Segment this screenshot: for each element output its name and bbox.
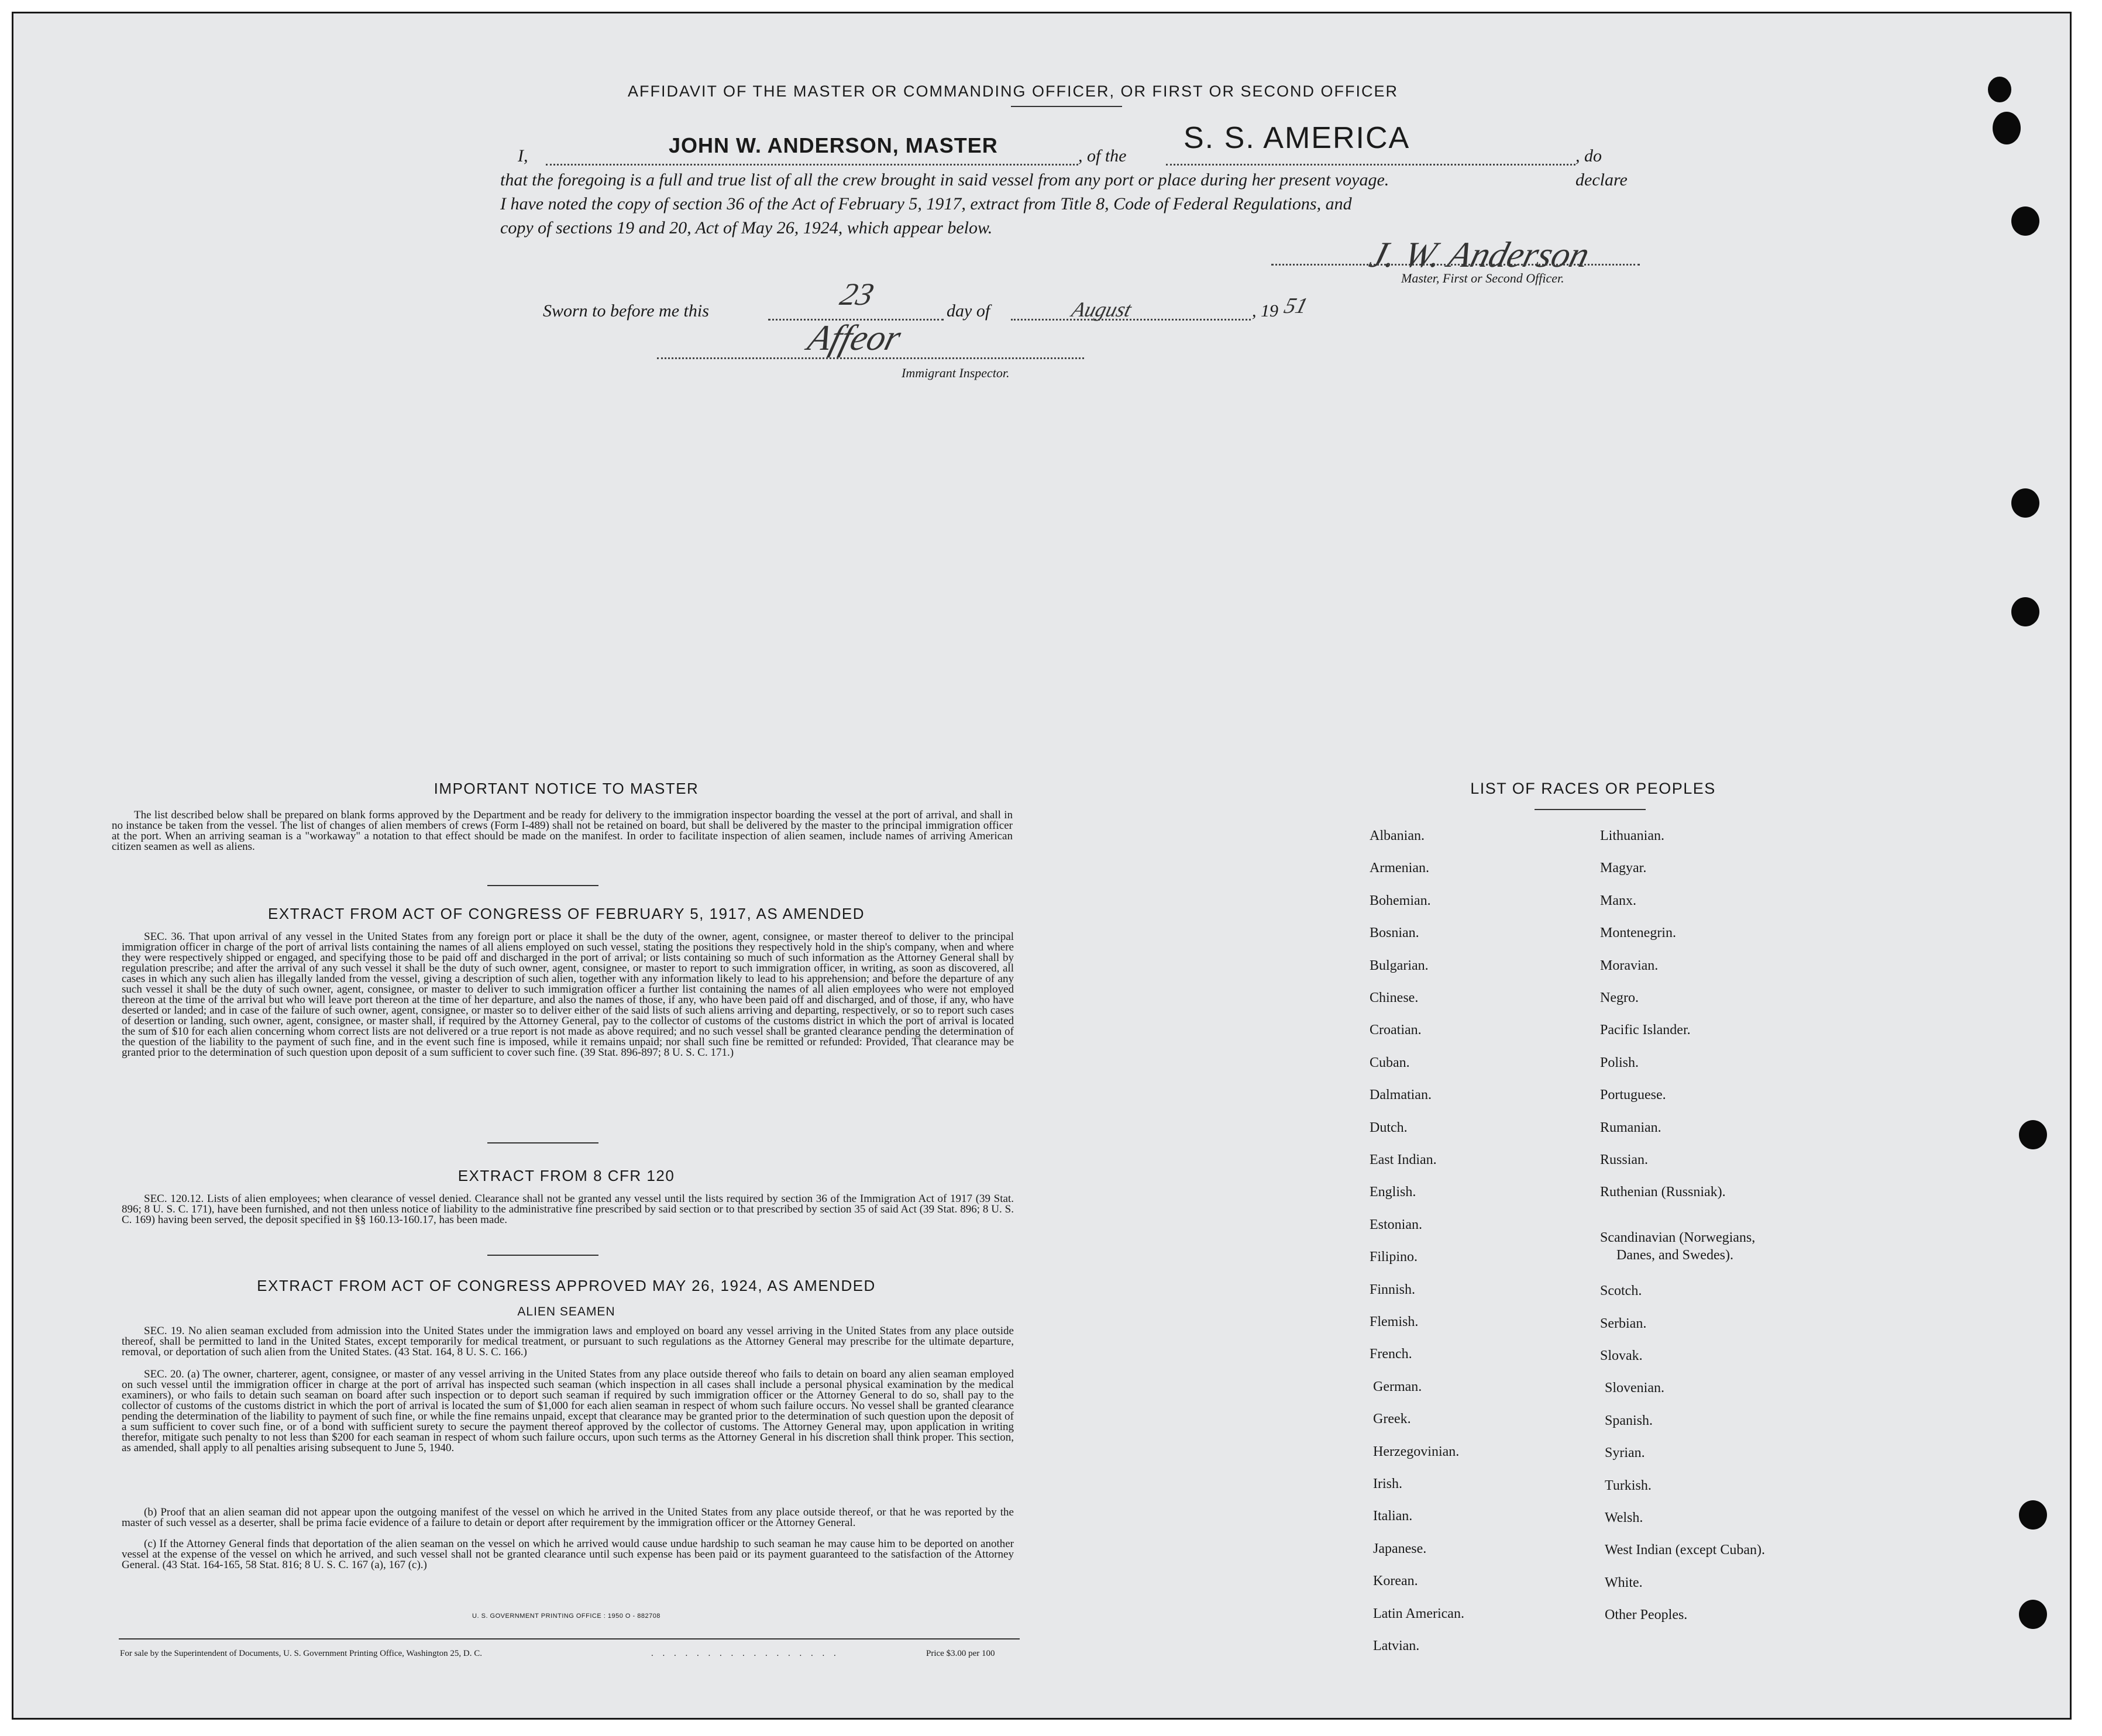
race-item: Serbian. xyxy=(1600,1315,1647,1331)
affidavit-title: AFFIDAVIT OF THE MASTER OR COMMANDING OFFICER, OR FIRST OR SECOND OFFICER xyxy=(628,82,1399,100)
binder-hole xyxy=(2019,1120,2047,1149)
race-item: Polish. xyxy=(1600,1055,1639,1070)
race-item: German. xyxy=(1373,1379,1422,1394)
races-left-column xyxy=(1370,828,1598,1670)
extract-1917-title: EXTRACT FROM ACT OF CONGRESS OF FEBRUARY 5, 1917, AS AMENDED xyxy=(268,905,865,922)
race-item: Russian. xyxy=(1600,1152,1649,1167)
ship-name: S. S. AMERICA xyxy=(1184,121,1410,155)
month-dotline xyxy=(1011,319,1251,321)
race-item: Dutch. xyxy=(1370,1120,1408,1135)
race-item: Dalmatian. xyxy=(1370,1087,1432,1103)
race-item: Bosnian. xyxy=(1370,925,1419,941)
declaration-line-4: copy of sections 19 and 20, Act of May 26, 1924, which appear below. xyxy=(500,218,993,237)
race-item: Montenegrin. xyxy=(1600,925,1676,941)
race-item: Portuguese. xyxy=(1600,1087,1666,1103)
inspector-caption: Immigrant Inspector. xyxy=(902,366,1010,380)
extract-1917-text: SEC. 36. That upon arrival of any vessel in the United States from any foreign port or place it shall be the duty of the owner, agent, consignee, or master thereof to deliver to the principal immigration officer in charge of the port of arrival lists containing the names of all aliens employed on such vessel, stating the positions they respectively hold in the ship's company, when and where they were respectively shipped or engaged, and specifying those to be paid off and discharged in the port of arrival; or lists containing so much of such information as the Attorney General shall by regulation prescribe; and after the arrival of any such vessel it shall be the duty of such owner, agent, consignee, or master to report to such immigration officer, in writing, as soon as discovered, all cases in which any such alien has illegally landed from the vessel, giving a description of such alien, together with any information likely to lead to his apprehension; and before the departure of any such vessel it shall be the duty of such owner, agent, consignee, or master to deliver to such immigration officer a further list containing the names of all alien employees who were not employed thereon at the time of the arrival but who will leave port thereon at the time of her departure, and also the names of those, if any, who have been paid off and discharged, and of those, if any, who have deserted or landed; and in case of the failure of such owner, agent, consignee, or master so to deliver either of the said lists of such aliens arriving and departing, respectively, or so to report such cases of desertion or landing, such owner, agent, consignee, or master shall, if required by the Attorney General, pay to the collector of customs of the customs district in which the port of arrival is located the sum of $10 for each alien concerning whom correct lists are not delivered or a true report is not made as above required; and no such vessel shall be granted clearance pending the determination of the question of the liability to the payment of such fine, and in the event such fine is imposed, while it remains unpaid; nor shall such fine be remitted or refunded: Provided, That clearance may be granted prior to the determination of such question upon deposit of a sum sufficient to cover such fine. (39 Stat. 896-897; 8 U. S. C. 171.) xyxy=(122,931,1014,1059)
race-item: Manx. xyxy=(1600,893,1636,908)
extract-1924-sec20c: (c) If the Attorney General finds that deportation of the alien seaman on the vessel on which he arrived would cause undue hardship to such seaman he may cause him to be deported on another vessel at the expense of the vessel on which he arrived, and such vessel shall not be granted clearance until such expense has been paid or its payment guaranteed to the satisfaction of the Attorney General. (43 Stat. 164-165, 58 Stat. 816; 8 U. S. C. 167 (a), 167 (c).) xyxy=(122,1538,1014,1571)
race-item: Japanese. xyxy=(1373,1541,1427,1556)
race-item: Armenian. xyxy=(1370,860,1429,876)
races-right-column xyxy=(1600,828,1904,1670)
sworn-month: August xyxy=(1069,298,1134,321)
race-item: Moravian. xyxy=(1600,957,1659,973)
race-item: Latvian. xyxy=(1373,1638,1420,1654)
master-name: JOHN W. ANDERSON, MASTER xyxy=(669,133,998,157)
binder-hole xyxy=(1993,112,2021,144)
race-item: Estonian. xyxy=(1370,1217,1422,1232)
extract-cfr-text: SEC. 120.12. Lists of alien employees; when clearance of vessel denied. Clearance shall not be granted any vessel until the lists required by section 36 of the Immigration Act of 1917 (39 Stat. 896; 8 U. S. C. 171), have been furnished, and not then unless notice of liability to the administrative fine prescribed by said section or to that prescribed by section 35 of said Act (39 Stat. 896; 8 U. S. C. 169) having been served, the deposit specified in §§ 160.13-160.17, has been made. xyxy=(122,1193,1014,1226)
sworn-day: 23 xyxy=(837,277,878,312)
extract-cfr-rule xyxy=(487,1255,598,1256)
race-item: Danes, and Swedes). xyxy=(1616,1247,1733,1263)
ship-dotline xyxy=(1166,164,1575,166)
race-item: Irish. xyxy=(1373,1476,1402,1492)
race-item: Cuban. xyxy=(1370,1055,1410,1070)
race-item: English. xyxy=(1370,1184,1416,1200)
extract-1924-subtitle: ALIEN SEAMEN xyxy=(517,1305,615,1318)
extract-cfr-title: EXTRACT FROM 8 CFR 120 xyxy=(457,1167,675,1184)
inspector-signature-line xyxy=(657,357,1084,359)
sworn-label: Sworn to before me this xyxy=(543,301,709,321)
race-item: Herzegovinian. xyxy=(1373,1444,1460,1459)
races-rule xyxy=(1535,809,1646,810)
race-item: Albanian. xyxy=(1370,828,1425,843)
title-rule xyxy=(1011,106,1122,107)
race-item: White. xyxy=(1605,1575,1643,1590)
race-item: Slovak. xyxy=(1600,1348,1643,1363)
binder-hole xyxy=(1988,77,2011,102)
form-sheet xyxy=(12,12,2072,1720)
gpo-imprint: U. S. GOVERNMENT PRINTING OFFICE : 1950 O - 882708 xyxy=(472,1613,660,1620)
notice-title: IMPORTANT NOTICE TO MASTER xyxy=(434,780,699,797)
race-item: Greek. xyxy=(1373,1411,1411,1427)
race-item: Italian. xyxy=(1373,1508,1413,1524)
race-item: Croatian. xyxy=(1370,1022,1422,1038)
race-item: French. xyxy=(1370,1346,1412,1362)
binder-hole xyxy=(2019,1600,2047,1629)
race-item: Spanish. xyxy=(1605,1413,1653,1428)
extract-1924-title: EXTRACT FROM ACT OF CONGRESS APPROVED MAY 26, 1924, AS AMENDED xyxy=(257,1277,876,1294)
race-item: East Indian. xyxy=(1370,1152,1437,1167)
extract-1917-rule xyxy=(487,1142,598,1143)
race-item: Lithuanian. xyxy=(1600,828,1664,843)
binder-hole xyxy=(2019,1500,2047,1530)
name-dotline xyxy=(546,164,1078,166)
race-item: Finnish. xyxy=(1370,1282,1416,1297)
race-item: Bulgarian. xyxy=(1370,957,1429,973)
footer-rule xyxy=(119,1638,1020,1639)
notice-rule xyxy=(487,885,598,886)
inspector-signature: Affeor xyxy=(804,318,906,358)
race-item: Slovenian. xyxy=(1605,1380,1664,1396)
race-item: Other Peoples. xyxy=(1605,1607,1688,1623)
footer-dots: . . . . . . . . . . . . . . . . . xyxy=(651,1649,840,1658)
race-item: Turkish. xyxy=(1605,1477,1652,1493)
footer-left: For sale by the Superintendent of Documents, U. S. Government Printing Office, Washington 25, D. C. xyxy=(120,1649,482,1658)
race-item: Bohemian. xyxy=(1370,893,1431,908)
master-signature: J. W. Anderson xyxy=(1365,235,1594,275)
footer-right: Price $3.00 per 100 xyxy=(926,1649,995,1658)
year-suffix: 51 xyxy=(1281,294,1310,318)
sworn-line xyxy=(543,277,1420,323)
extract-1924-sec20b: (b) Proof that an alien seaman did not appear upon the outgoing manifest of the vessel on which he arrived in the United States from any place outside thereof, or that he was reported by the master of such vessel as a deserter, shall be prima facie evidence of a failure to detain or deport after requirement by the immigration officer or the Attorney General. xyxy=(122,1506,1014,1529)
race-item: Pacific Islander. xyxy=(1600,1022,1691,1038)
of-the-label: , of the xyxy=(1078,146,1127,166)
notice-text: The list described below shall be prepared on blank forms approved by the Department and be ready for delivery to the immigration inspector boarding the vessel at the port of arrival, and shall in no instance be taken from the vessel. The list of changes of alien members of crews (Form I-489) shall not be retained on board, but shall be delivered by the master to the principal immigration officer at the port. When an arriving seaman is a "workaway" a notation to that effect should be made on the manifest. In order to facilitate inspection of alien seamen, include names of arriving American citizen seamen as well as aliens. xyxy=(112,809,1013,853)
binder-hole xyxy=(2011,597,2039,626)
extract-1924-sec20a: SEC. 20. (a) The owner, charterer, agent, consignee, or master of any vessel arriving in the United States from any place outside thereof who fails to detain on board any alien seaman employed on such vessel until the immigration officer in charge at the port of arrival has inspected such seaman (which inspection in all cases shall include a personal physical examination by the medical examiners), or who fails to detain such seaman on board after such inspection or to deport such seaman if required by such immigration officer or the Attorney General to do so, shall pay to the collector of customs of the customs district in which the port of arrival is located the sum of $1,000 for each alien seaman in respect of whom such failure occurs. No vessel shall be granted clearance pending the determination of the liability to payment of such fine, or while the fine remains unpaid, except that clearance may be granted prior to the determination of such question upon the deposit of a sum sufficient to cover such fine, or of a bond with sufficient surety to secure the payment thereof approved by the collector of customs. The Attorney General may, upon application in writing therefor, mitigate such penalty to not less than $200 for each seaman in respect of whom such failure occurs, upon such terms as the Attorney General in his discretion shall think proper. This section, as amended, shall apply to all penalties arising subsequent to June 5, 1940. xyxy=(122,1368,1014,1454)
race-item: West Indian (except Cuban). xyxy=(1605,1542,1765,1558)
day-of-label: day of xyxy=(947,301,990,321)
race-item: Filipino. xyxy=(1370,1249,1418,1265)
race-item: Rumanian. xyxy=(1600,1120,1661,1135)
extract-1924-sec19: SEC. 19. No alien seaman excluded from admission into the United States under the immigration laws and employed on board any vessel arriving in the United States from any place outside thereof, shall be permitted to land in the United States, except temporarily for medical treatment, or pursuant to such regulations as the Attorney General may prescribe for the ultimate departure, removal, or deportation of such alien from the United States. (43 Stat. 164, 8 U. S. C. 166.) xyxy=(122,1325,1014,1358)
race-item: Ruthenian (Russniak). xyxy=(1600,1184,1726,1200)
race-item: Negro. xyxy=(1600,990,1639,1005)
declaration-line-3: I have noted the copy of section 36 of the Act of February 5, 1917, extract from Title 8, Code of Federal Regulations, and xyxy=(500,194,1352,213)
binder-hole xyxy=(2011,206,2039,236)
race-item: Welsh. xyxy=(1605,1510,1643,1525)
declaration-line-2: that the foregoing is a full and true list of all the crew brought in said vessel from any port or place during her present voyage. xyxy=(500,170,1389,190)
do-declare-label: , do declare xyxy=(1575,146,1628,190)
race-item: Syrian. xyxy=(1605,1445,1645,1461)
race-item: Chinese. xyxy=(1370,990,1419,1005)
year-prefix: , 19 xyxy=(1252,301,1278,321)
master-signature-line xyxy=(1271,264,1640,266)
race-item: Scandinavian (Norwegians, xyxy=(1600,1229,1756,1245)
i-label: I, xyxy=(518,146,528,166)
race-item: Flemish. xyxy=(1370,1314,1419,1329)
race-item: Scotch. xyxy=(1600,1283,1642,1299)
binder-hole xyxy=(2011,488,2039,518)
race-item: Latin American. xyxy=(1373,1606,1464,1621)
race-item: Magyar. xyxy=(1600,860,1647,876)
master-caption: Master, First or Second Officer. xyxy=(1401,271,1564,285)
race-item: Korean. xyxy=(1373,1573,1418,1589)
races-title: LIST OF RACES OR PEOPLES xyxy=(1470,780,1716,797)
